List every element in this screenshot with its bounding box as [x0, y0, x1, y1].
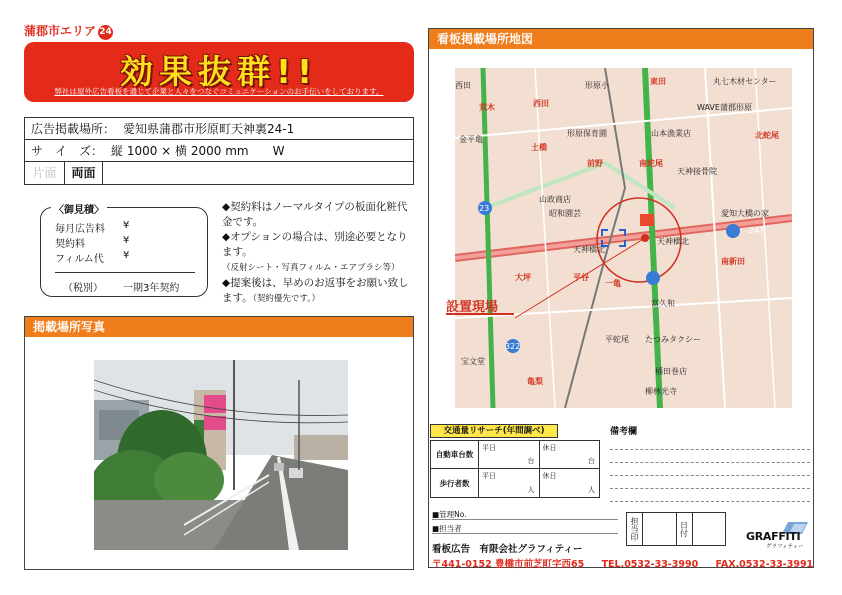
area-number-badge: 24 — [98, 25, 113, 40]
remarks-line — [610, 475, 810, 476]
remarks-title: 備考欄 — [610, 427, 638, 437]
map-label-tenjin-clinic: 天神接骨院 — [677, 167, 717, 176]
map-section-title: 看板掲載場所地図 — [429, 29, 813, 49]
map-label-showaengei: 昭和園芸 — [549, 209, 581, 218]
map-label-otsubo: 大坪 — [515, 273, 531, 282]
map-label-hirajabi: 平蛇尾 — [605, 335, 629, 344]
location-map — [455, 68, 792, 408]
map-label-nishida-north: 西田 — [455, 81, 471, 90]
map-label-tenjinbashi: 天神橋北 — [573, 245, 605, 254]
area-label-text: 蒲郡市エリア — [24, 24, 97, 38]
film-fee-yen: ¥ — [123, 250, 130, 261]
banner-title: 効果抜群!! — [119, 52, 319, 91]
map-label-katahara-sho: 形原小 — [585, 81, 609, 90]
company-name: 看板広告 有限会社グラフィティー — [432, 544, 583, 555]
map-label-araki: 荒木 — [479, 103, 495, 112]
note-options: ◆オプションの場合は、別途必要となります。 — [222, 231, 408, 258]
contract-notes — [222, 200, 412, 307]
map-label-oketa: 桶田巻店 — [655, 367, 687, 376]
note-reply: ◆提案後は、早めのお返事をお願い致します。（契約優先です。） — [222, 277, 409, 304]
headline-banner — [24, 42, 414, 102]
traffic-row-label: 自動車台数 — [431, 441, 479, 468]
note-normal-type: ◆契約料はノーマルタイプの板面化粧代金です。 — [222, 201, 408, 228]
remarks-line — [610, 488, 810, 489]
company-tel: TEL.0532-33-3990 — [601, 559, 699, 570]
traffic-title: 交通量リサーチ(年間調べ) — [430, 424, 558, 438]
location-label: 広告掲載場所： — [31, 122, 116, 136]
map-label-aichi-ohashi: 愛知大橋の家 — [721, 209, 769, 218]
area-label — [24, 22, 113, 40]
contract-fee-label: 契約料 — [55, 239, 85, 250]
banner-subtitle: 弊社は屋外広告看板を通じて企業と人々をつなぐコミュニケーションのお手伝いをしております。 — [54, 87, 384, 96]
single-side-cell: 片面 — [25, 162, 65, 184]
traffic-row-label: 歩行者数 — [431, 469, 479, 497]
map-label-wave: WAVE蒲郡形原 — [697, 103, 752, 112]
stamp-box — [626, 512, 726, 546]
logo-subtext: グラフィティー — [766, 544, 804, 550]
site-photo — [94, 360, 348, 550]
stamp-area — [643, 513, 677, 545]
company-fax: FAX.0532-33-3991 — [715, 559, 814, 570]
map-label-nishida: 西田 — [533, 99, 549, 108]
traffic-cell-holiday: 休日 台 — [542, 444, 595, 465]
remarks-line — [610, 449, 810, 450]
installation-site-label: 設置現場 — [446, 300, 499, 315]
map-label-kitajabi: 北蛇尾 — [755, 131, 779, 140]
size-value: 縦 1000 × 横 2000 mm W — [111, 144, 285, 158]
map-route-247: 247 — [749, 226, 765, 235]
map-label-hoikuen: 形原保育園 — [567, 129, 607, 138]
estimate-divider — [55, 272, 195, 273]
film-fee-label: フィルム代 — [55, 254, 104, 265]
photo-section-title: 掲載場所写真 — [25, 317, 413, 337]
map-label-higashida: 東田 — [650, 77, 666, 86]
person-line — [432, 533, 618, 534]
map-route-322: 322 — [505, 342, 521, 351]
map-label-marushichi: 丸七木材センター — [713, 77, 777, 86]
tax-note: （税別） — [63, 283, 103, 294]
double-side-cell: 両面 — [65, 162, 103, 184]
map-label-minamijabi: 南蛇尾 — [639, 159, 663, 168]
map-label-kamenashi: 亀梨 — [527, 377, 543, 386]
map-label-yanagibayashi: 柳林光寺 — [645, 387, 677, 396]
map-label-ichikame: 一亀 — [605, 279, 621, 288]
traffic-cell-holiday: 休日 人 — [542, 472, 595, 494]
contract-fee-yen: ¥ — [123, 235, 130, 246]
date-area — [693, 513, 726, 545]
map-label-hiratani: 平谷 — [573, 273, 589, 282]
monthly-fee-label: 毎月広告料 — [55, 224, 105, 235]
traffic-table — [430, 440, 600, 498]
installation-site-underline — [446, 313, 514, 315]
estimate-title: 〈御見積〉 — [51, 201, 107, 216]
size-label: サ イ ズ： — [31, 144, 104, 158]
site-photo-image — [94, 360, 348, 550]
map-route-23: 23 — [479, 204, 490, 213]
person-label: ■担当者 — [432, 524, 462, 533]
term-note: 一期3年契約 — [123, 283, 180, 294]
logo-text: GRAFFITI — [746, 530, 801, 543]
map-label-tatsumi: たつみタクシー — [645, 335, 701, 344]
map-label-hobundo: 宝文堂 — [461, 357, 485, 366]
mgmt-no-line — [432, 519, 618, 520]
traffic-cell-weekday: 平日 人 — [479, 469, 540, 497]
remarks-line — [610, 501, 810, 502]
mgmt-no-label: ■管理No. — [432, 510, 467, 519]
note-options-detail: （反射シート・写真フィルム・エアブラシ等） — [222, 263, 400, 273]
map-label-maeno: 前野 — [587, 159, 603, 168]
remarks-line — [610, 462, 810, 463]
remarks-area — [610, 424, 810, 502]
map-label-dobashi: 土橋 — [531, 143, 547, 152]
monthly-fee-yen: ¥ — [123, 220, 130, 231]
traffic-row-pedestrians — [431, 469, 599, 497]
company-address: 〒441-0152 豊橋市前芝町字西65 — [432, 559, 585, 570]
map-label-fukuwa: 富久和 — [651, 299, 675, 308]
map-roads — [455, 68, 792, 408]
map-label-kanehira: 金平亀 — [459, 135, 483, 144]
traffic-research — [430, 424, 600, 498]
stamp-label-date: 日付 — [677, 513, 693, 545]
traffic-row-cars — [431, 441, 599, 469]
location-row — [25, 118, 413, 140]
map-label-yamamoto: 山本漁業店 — [651, 129, 691, 138]
company-contact — [432, 556, 813, 570]
billboard-info-table — [24, 117, 414, 185]
location-value: 愛知県蒲郡市形原町天神裏24-1 — [123, 122, 295, 136]
map-label-minamishinden: 南新田 — [721, 257, 745, 266]
size-row — [25, 140, 413, 162]
stamp-label-person: 担当印 — [627, 513, 643, 545]
map-label-tenjinbashi-kita: 天神橋北 — [657, 237, 689, 246]
graffiti-logo — [744, 520, 810, 550]
side-row — [25, 162, 413, 184]
estimate-box — [40, 207, 208, 297]
map-label-yamamasa: 山政商店 — [539, 195, 571, 204]
traffic-cell-weekday: 平日 台 — [479, 441, 540, 468]
